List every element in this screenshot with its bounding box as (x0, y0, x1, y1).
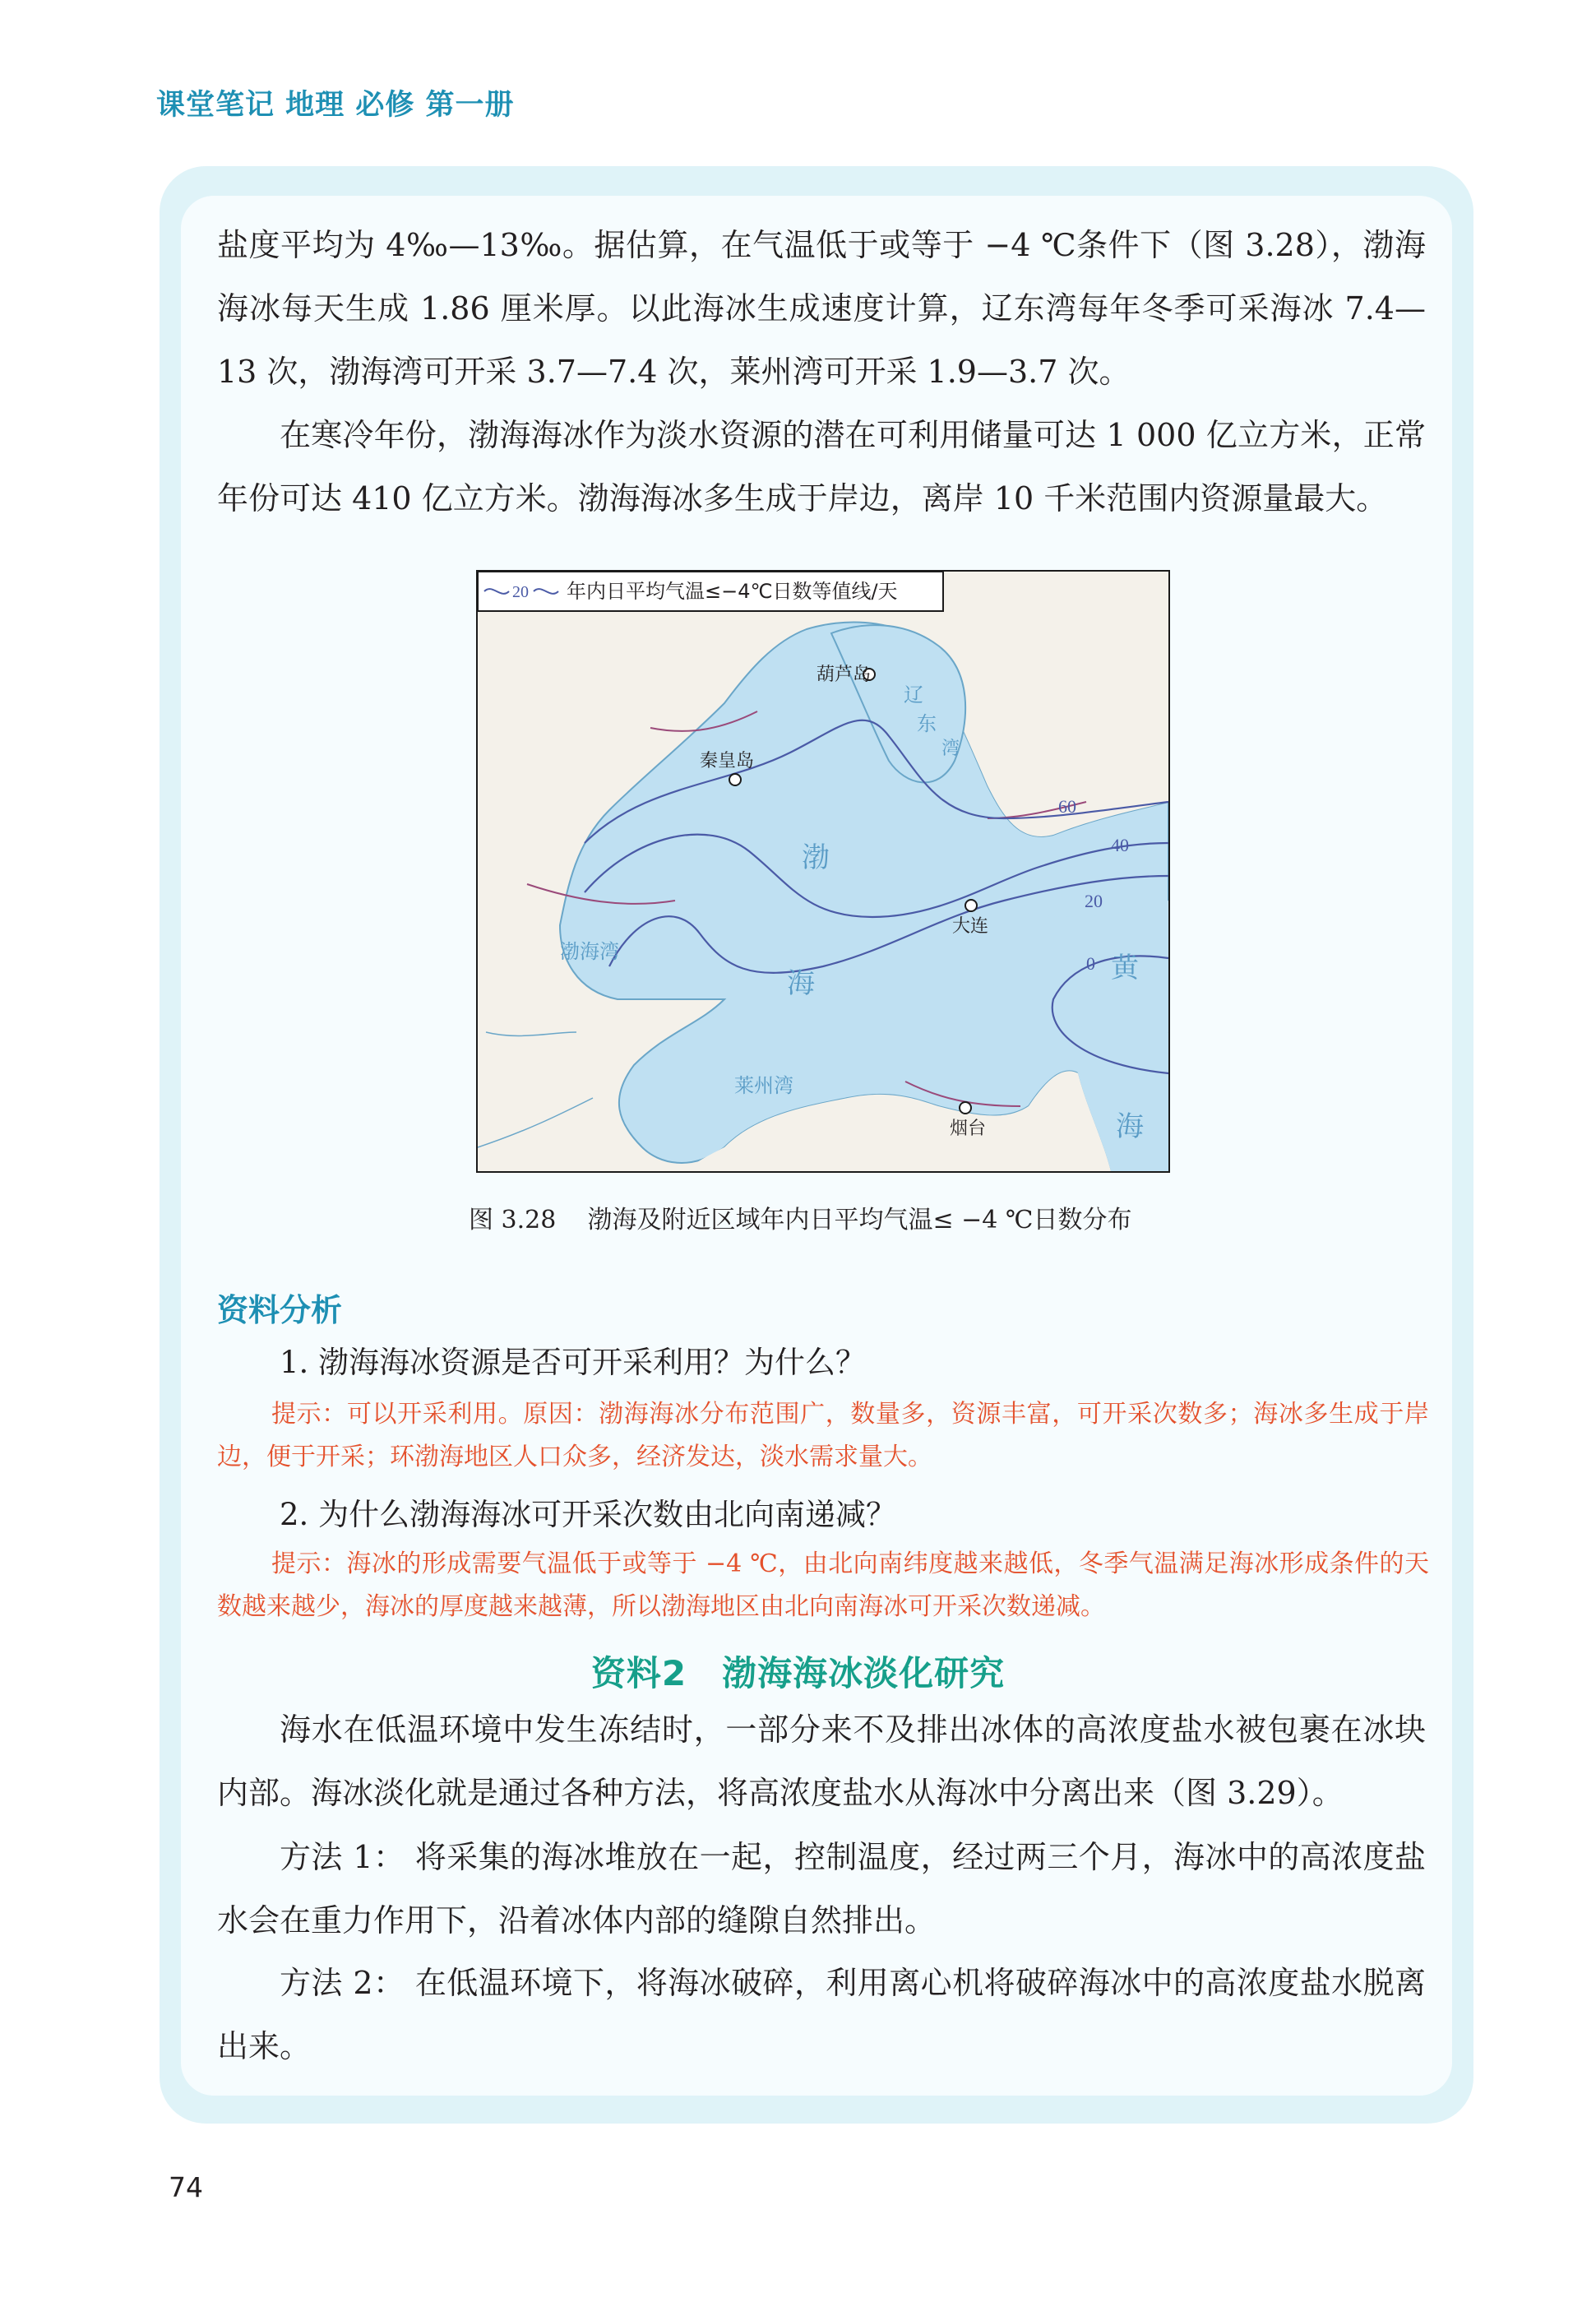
legend-text: 年内日平均气温≤−4℃日数等值线/天 (567, 580, 898, 603)
figure-caption: 图 3.28 渤海及附近区域年内日平均气温≤ −4 ℃日数分布 (469, 1206, 1132, 1234)
bohai-label-1: 渤 (802, 841, 830, 874)
liaodong-label-2: 东 (917, 712, 937, 735)
liaodong-label-1: 辽 (904, 683, 923, 706)
hint-2: 提示：海冰的形成需要气温低于或等于 −4 ℃，由北向南纬度越来越低，冬季气温满足海冰形成条件的天数越来越少，海冰的厚度越来越薄，所以渤海地区由北向南海冰可开采次数递减。 (217, 1549, 1429, 1621)
qinhuangdao-marker (729, 774, 741, 785)
isoline-label-40: 40 (1111, 835, 1129, 855)
dalian-label: 大连 (952, 916, 989, 937)
bohai-bay-label: 渤海湾 (560, 940, 619, 963)
hint-1: 提示：可以开采利用。原因：渤海海冰分布范围广，数量多，资源丰富，可开采次数多；海冰多生成于岸边，便于开采；环渤海地区人口众多，经济发达，淡水需求量大。 (217, 1400, 1429, 1471)
bohai-label-2: 海 (787, 967, 815, 1000)
liaodong-label-3: 湾 (941, 739, 960, 759)
analysis-heading: 资料分析 (217, 1292, 343, 1328)
material-2-paragraph-2: 方法 1： 将采集的海冰堆放在一起，控制温度，经过两三个月，海冰中的高浓度盐水会在重力作用下，沿着冰体内部的缝隙自然排出。 (217, 1839, 1426, 1938)
question-2: 2. 为什么渤海海冰可开采次数由北向南递减？ (280, 1497, 897, 1532)
isoline-label-0: 0 (1086, 953, 1095, 974)
bohai-temperature-map (476, 570, 1170, 1173)
laizhou-bay-label: 莱州湾 (734, 1074, 793, 1097)
legend-sample-value: 20 (512, 583, 529, 601)
page-number: 74 (169, 2171, 203, 2203)
isoline-label-20: 20 (1085, 891, 1103, 911)
yellow-sea-label-1: 黄 (1111, 952, 1139, 984)
yantai-marker (960, 1102, 971, 1114)
qinhuangdao-label: 秦皇岛 (700, 751, 755, 771)
material-2-paragraph-1: 海水在低温环境中发生冻结时，一部分来不及排出冰体的高浓度盐水被包裹在冰块内部。海冰淡化就是通过各种方法，将高浓度盐水从海冰中分离出来（图 3.29）。 (217, 1712, 1426, 1811)
running-header: 课堂笔记 地理 必修 第一册 (156, 89, 515, 122)
body-paragraph-2: 在寒冷年份，渤海海冰作为淡水资源的潜在可利用储量可达 1 000 亿立方米，正常年份可达 410 亿立方米。渤海海冰多生成于岸边，离岸 10 千米范围内资源量最大。 (217, 417, 1426, 516)
material-2-paragraph-3: 方法 2： 在低温环境下，将海冰破碎，利用离心机将破碎海冰中的高浓度盐水脱离出来。 (217, 1965, 1426, 2064)
body-paragraph-1: 盐度平均为 4‰—13‰。据估算，在气温低于或等于 −4 ℃条件下（图 3.28），渤海海冰每天生成 1.86 厘米厚。以此海冰生成速度计算，辽东湾每年冬季可采海冰 7.4—13 次，渤海湾可开采 3.7—7.4 次，莱州湾可开采 1.9—3.7 次。 (217, 227, 1426, 390)
huludao-label: 葫芦岛 (817, 665, 872, 685)
isoline-label-60: 60 (1058, 796, 1076, 817)
question-1: 1. 渤海海冰资源是否可开采利用？为什么？ (280, 1345, 867, 1380)
yellow-sea-label-2: 海 (1116, 1110, 1144, 1143)
dalian-marker (965, 900, 977, 911)
yantai-label: 烟台 (950, 1119, 987, 1139)
material-2-title: 资料2 渤海海冰淡化研究 (590, 1653, 1006, 1693)
